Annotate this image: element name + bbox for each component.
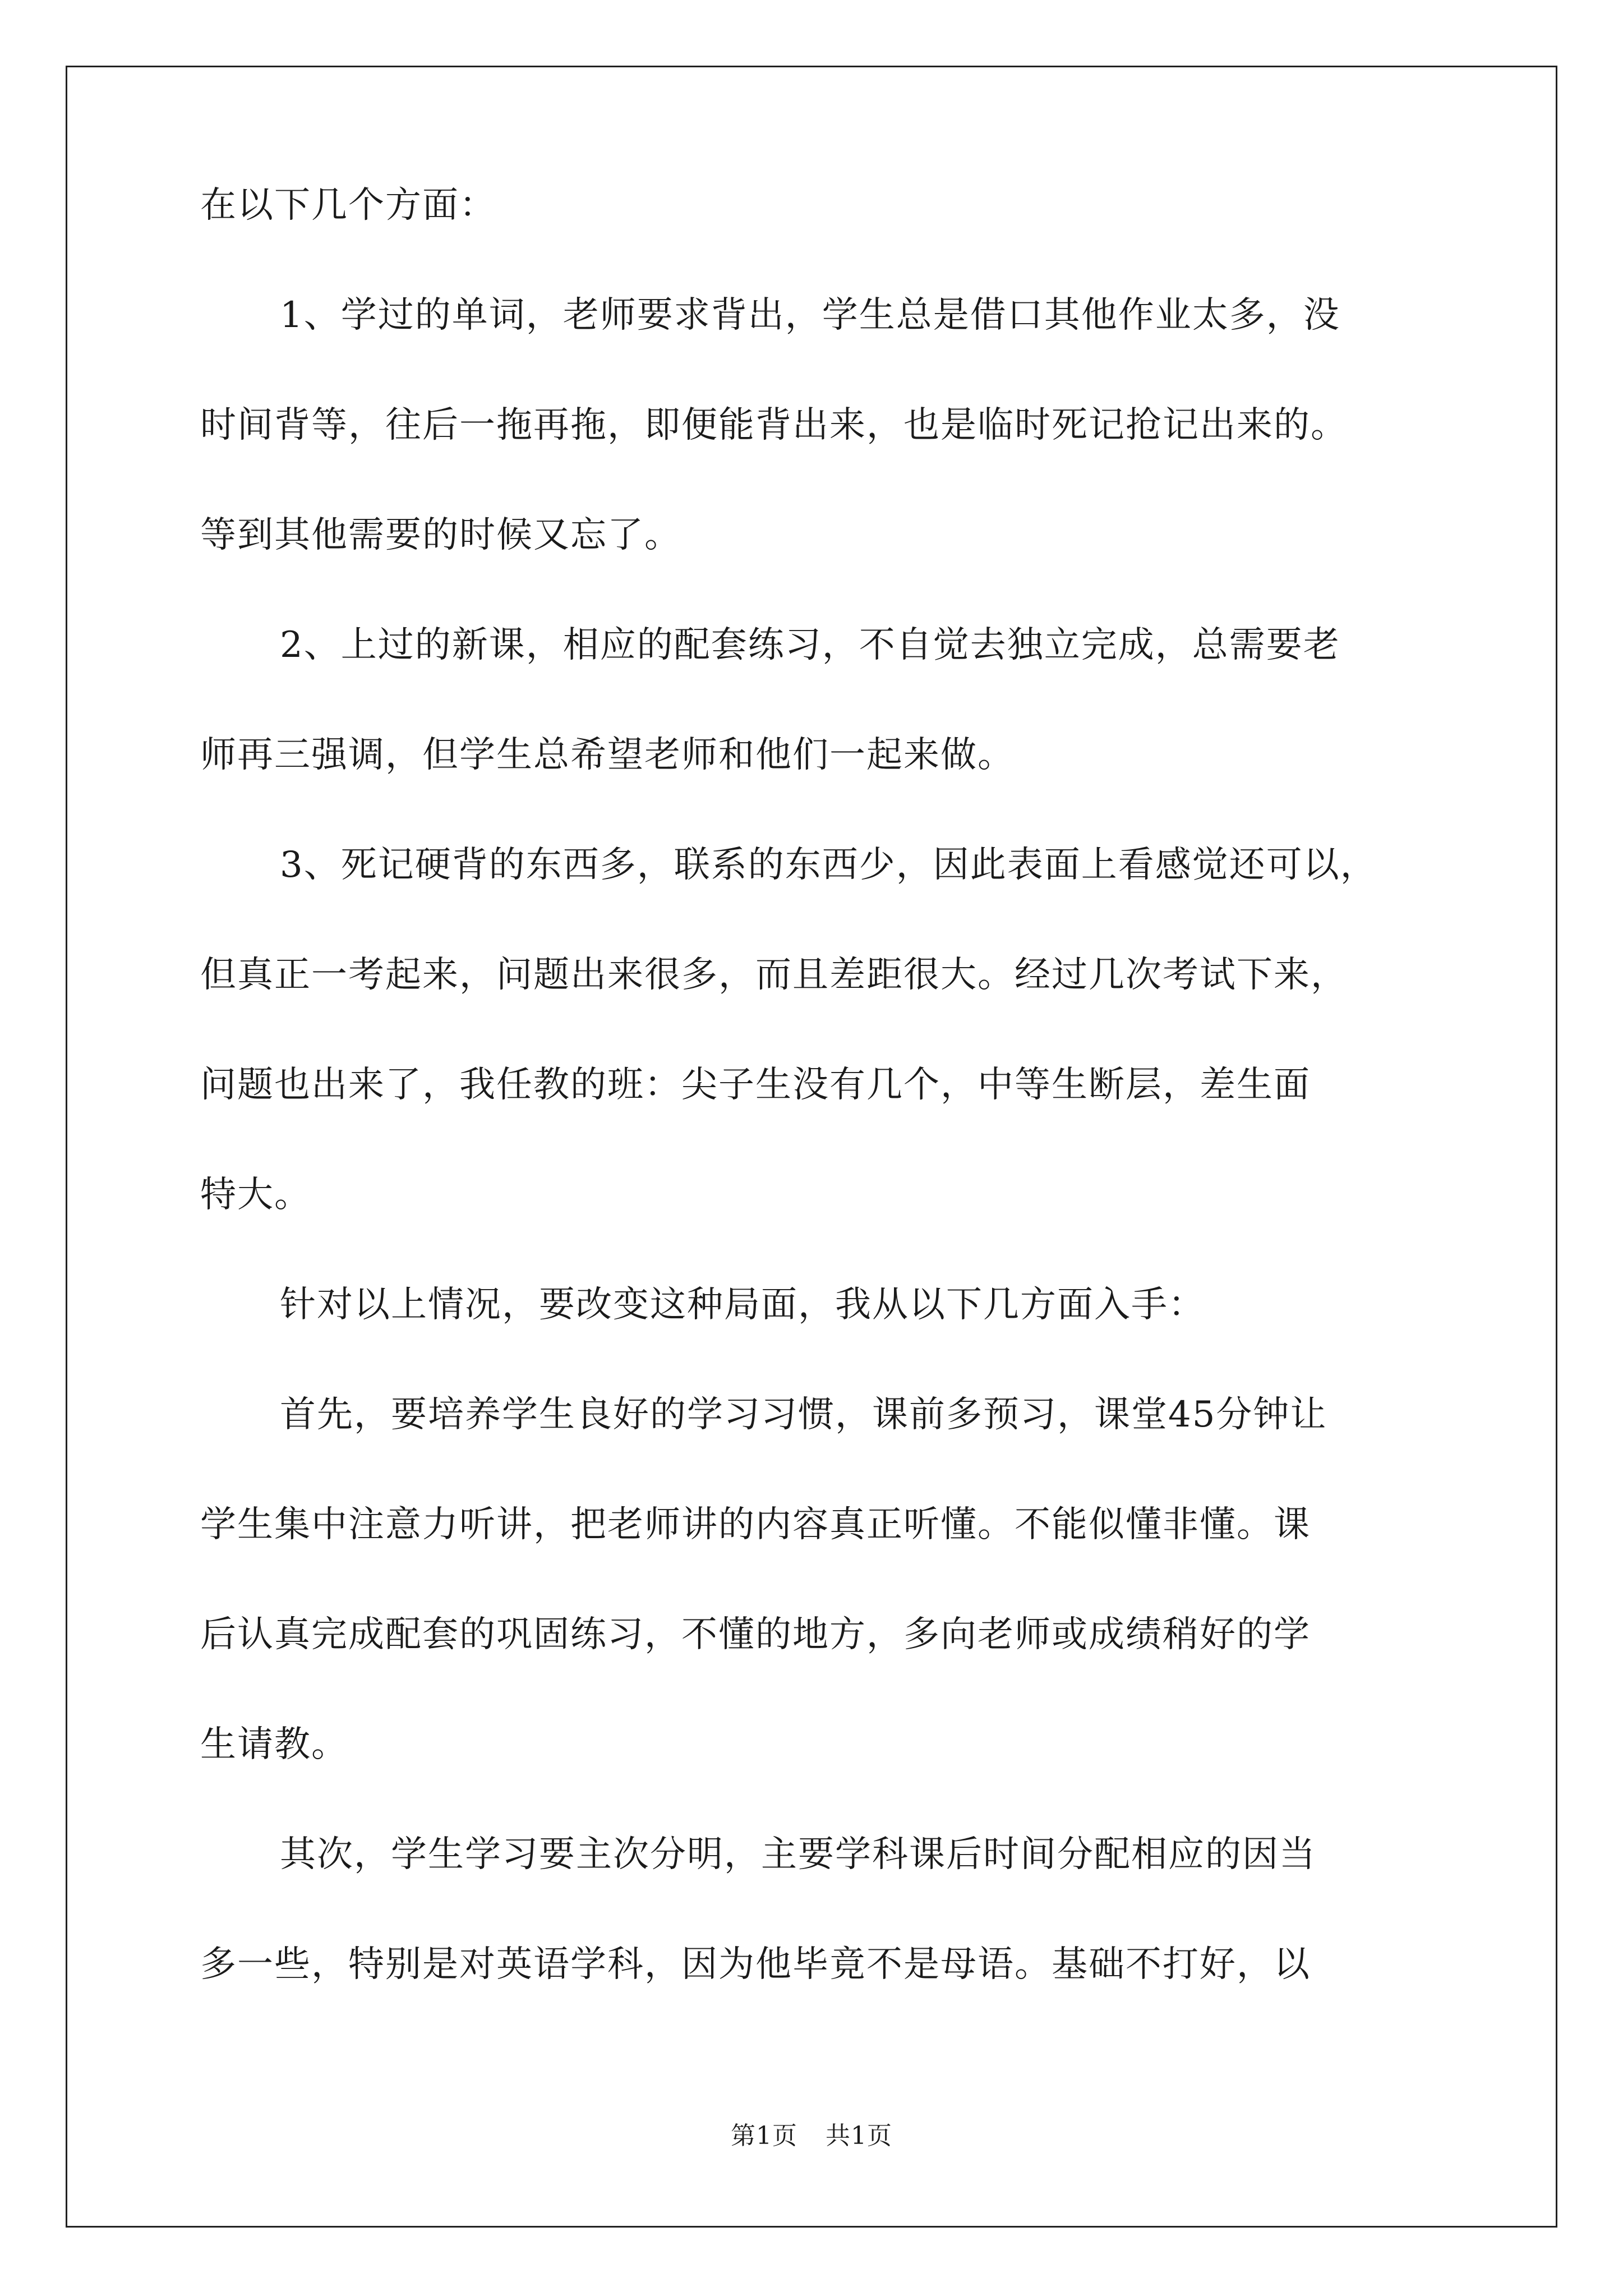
page-total-label: 共1页 — [826, 2122, 892, 2150]
text-line-11: 针对以上情况，要改变这种局面，我从以下几方面入手： — [280, 1284, 1205, 1326]
text-line-7: 3、死记硬背的东西多，联系的东西少，因此表面上看感觉还可以， — [280, 844, 1377, 886]
text-line-4: 等到其他需要的时候又忘了。 — [200, 514, 681, 556]
text-line-2: 1、学过的单词，老师要求背出，学生总是借口其他作业太多，没 — [280, 295, 1340, 336]
document-body — [200, 180, 1428, 2049]
text-line-17: 多一些，特别是对英语学科，因为他毕竟不是母语。基础不打好，以 — [200, 1944, 1311, 1985]
text-line-13: 学生集中注意力听讲，把老师讲的内容真正听懂。不能似懂非懂。课 — [200, 1504, 1311, 1545]
text-line-15: 生请教。 — [200, 1724, 348, 1765]
text-line-5: 2、上过的新课，相应的配套练习，不自觉去独立完成，总需要老 — [280, 624, 1340, 666]
text-line-8: 但真正一考起来，问题出来很多，而且差距很大。经过几次考试下来， — [200, 954, 1348, 996]
page-number-label: 第1页 — [731, 2122, 797, 2150]
text-line-10: 特大。 — [200, 1174, 311, 1216]
text-line-14: 后认真完成配套的巩固练习，不懂的地方，多向老师或成绩稍好的学 — [200, 1614, 1311, 1655]
text-line-16: 其次，学生学习要主次分明，主要学科课后时间分配相应的因当 — [280, 1834, 1316, 1875]
text-line-6: 师再三强调，但学生总希望老师和他们一起来做。 — [200, 734, 1015, 776]
text-line-1: 在以下几个方面： — [200, 185, 496, 226]
page-footer — [0, 2119, 1623, 2153]
text-line-12: 首先，要培养学生良好的学习习惯，课前多预习，课堂45分钟让 — [280, 1394, 1327, 1435]
text-line-3: 时间背等，往后一拖再拖，即便能背出来，也是临时死记抢记出来的。 — [200, 404, 1348, 446]
text-line-9: 问题也出来了，我任教的班：尖子生没有几个，中等生断层，差生面 — [200, 1064, 1311, 1106]
